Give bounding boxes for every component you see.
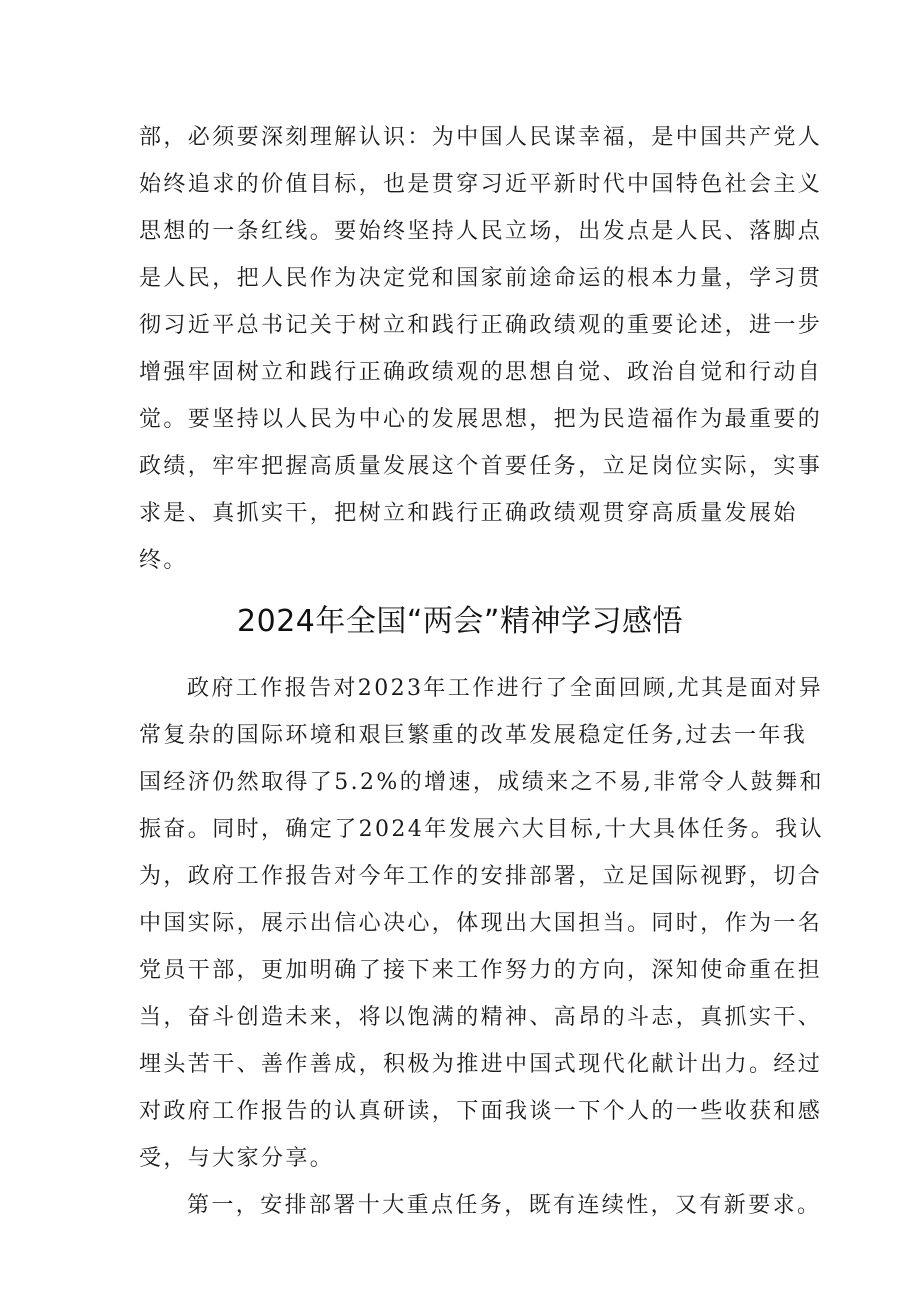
text-line: 是人民，把人民作为决定党和国家前途命运的根本力量，学习贯 [139,266,823,291]
text-line: 政绩，牢牢把握高质量发展这个首要任务，立足岗位实际，实事 [139,454,823,479]
article-body [139,665,824,1229]
text-line: 终。 [139,548,188,573]
text-line: 国经济仍然取得了5.2%的增速，成绩来之不易,非常令人鼓舞和 [139,770,824,795]
text-line: 彻习近平总书记关于树立和践行正确政绩观的重要论述，进一步 [139,313,823,338]
text-line: 思想的一条红线。要始终坚持人民立场，出发点是人民、落脚点 [139,219,823,244]
text-line: 觉。要坚持以人民为中心的发展思想，把为民造福作为最重要的 [139,407,823,432]
text-line: 为，政府工作报告对今年工作的安排部署，立足国际视野，切合 [139,864,823,889]
text-line: 始终追求的价值目标，也是贯穿习近平新时代中国特色社会主义 [139,172,823,197]
text-line: 常复杂的国际环境和艰巨繁重的改革发展稳定任务,过去一年我 [139,723,808,748]
text-line: 第一，安排部署十大重点任务，既有连续性，又有新要求。 [187,1193,822,1218]
text-line: 增强牢固树立和践行正确政绩观的思想自觉、政治自觉和行动自 [139,360,823,385]
text-line: 中国实际，展示出信心决心，体现出大国担当。同时，作为一名 [139,911,823,936]
text-line: 政府工作报告对2023年工作进行了全面回顾,尤其是面对异 [187,676,824,701]
paragraph-continued [139,114,823,584]
text-line: 求是、真抓实干，把树立和践行正确政绩观贯穿高质量发展始 [139,501,798,526]
text-line: 当，奋斗创造未来，将以饱满的精神、高昂的斗志，真抓实干、 [139,1005,823,1030]
text-line: 对政府工作报告的认真研读，下面我谈一下个人的一些收获和感 [139,1099,823,1124]
text-line: 振奋。同时，确定了2024年发展六大目标,十大具体任务。我认 [139,817,824,842]
text-line: 部，必须要深刻理解认识：为中国人民谋幸福，是中国共产党人 [139,125,823,150]
article-title: 2024年全国“两会”精神学习感悟 [237,604,683,639]
text-line: 埋头苦干、善作善成，积极为推进中国式现代化献计出力。经过 [139,1052,823,1077]
text-line: 受，与大家分享。 [139,1146,335,1171]
text-line: 党员干部，更加明确了接下来工作努力的方向，深知使命重在担 [139,958,823,983]
